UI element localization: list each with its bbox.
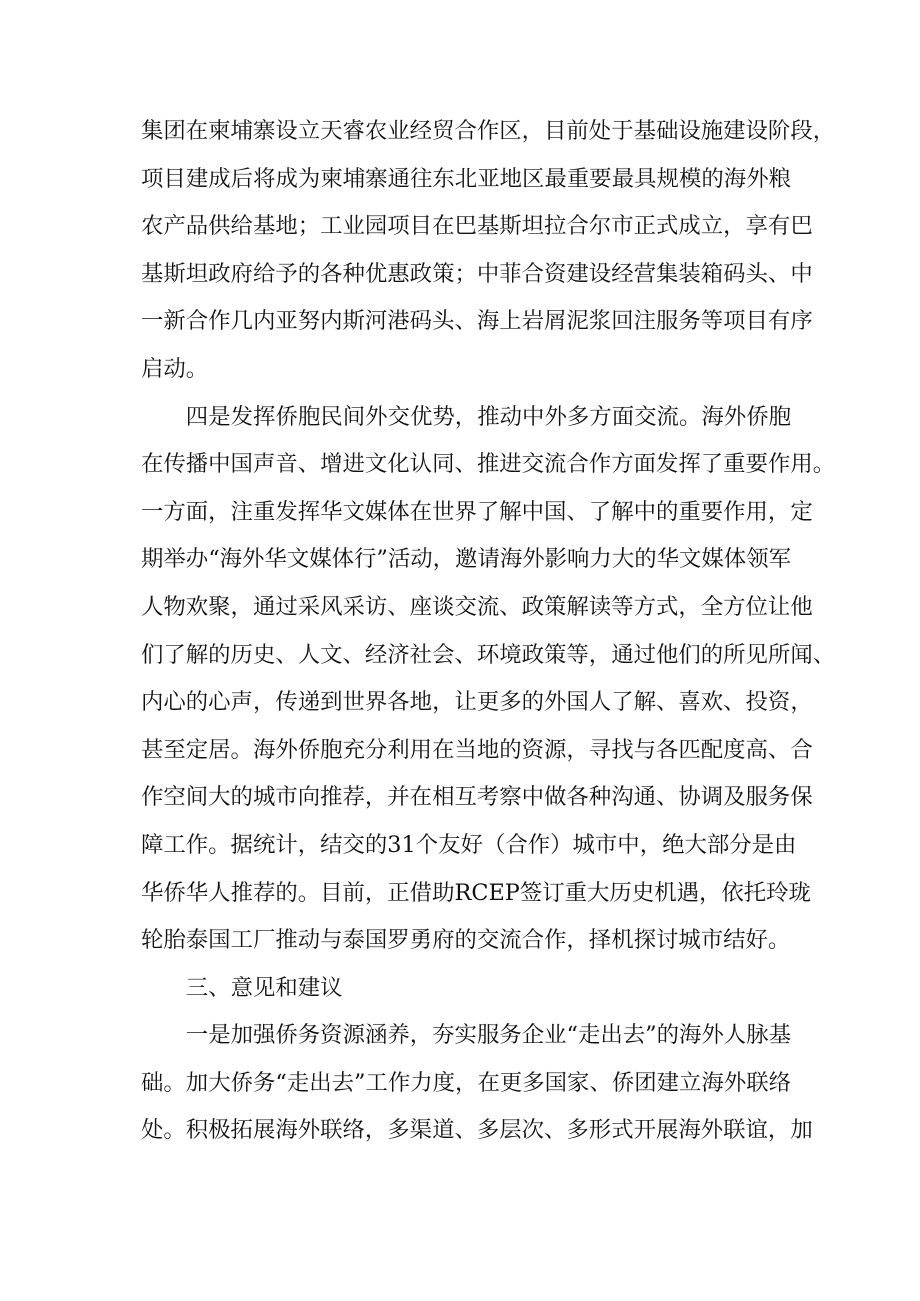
paragraph-3 xyxy=(141,1012,813,1155)
text-line: 四是发挥侨胞民间外交优势，推动中外多方面交流。海外侨胞 xyxy=(185,403,791,430)
text-line: 内心的心声，传递到世界各地，让更多的外国人了解、喜欢、投资， xyxy=(141,689,813,716)
paragraph-2 xyxy=(141,394,836,965)
text-line: 项目建成后将成为柬埔寨通往东北亚地区最重要最具规模的海外粮 xyxy=(141,165,791,192)
text-line: 障工作。据统计，结交的31个友好（合作）城市中，绝大部分是由 xyxy=(141,831,797,858)
section-heading-text: 三、意见和建议 xyxy=(185,974,343,1001)
text-line: 集团在柬埔寨设立天睿农业经贸合作区，目前处于基础设施建设阶段， xyxy=(141,118,836,144)
text-line: 期举办“海外华文媒体行”活动，邀请海外影响力大的华文媒体领军 xyxy=(141,546,791,573)
section-heading xyxy=(141,965,791,1013)
text-line: 华侨华人推荐的。目前，正借助RCEP签订重大历史机遇，依托玲珑 xyxy=(141,879,811,906)
text-line: 农产品供给基地；工业园项目在巴基斯坦拉合尔市正式成立，享有巴 xyxy=(141,213,813,240)
text-line: 人物欢聚，通过采风采访、座谈交流、政策解读等方式，全方位让他 xyxy=(141,593,813,620)
text-line: 轮胎泰国工厂推动与泰国罗勇府的交流合作，择机探讨城市结好。 xyxy=(141,927,791,954)
text-line: 一是加强侨务资源涵养，夯实服务企业“走出去”的海外人脉基 xyxy=(185,1022,791,1049)
text-line: 作空间大的城市向推荐，并在相互考察中做各种沟通、协调及服务保 xyxy=(141,784,813,811)
text-line: 在传播中国声音、增进文化认同、推进交流合作方面发挥了重要作用。 xyxy=(141,451,836,478)
text-line: 启动。 xyxy=(141,355,209,382)
text-line: 基斯坦政府给予的各种优惠政策；中菲合资建设经营集装箱码头、中 xyxy=(141,260,813,287)
text-line: 础。加大侨务“走出去”工作力度，在更多国家、侨团建立海外联络 xyxy=(141,1069,791,1096)
text-line: 们了解的历史、人文、经济社会、环境政策等，通过他们的所见所闻、 xyxy=(141,641,836,668)
text-line: 处。积极拓展海外联络，多渠道、多层次、多形式开展海外联谊，加 xyxy=(141,1117,813,1144)
text-line: 一新合作几内亚努内斯河港码头、海上岩屑泥浆回注服务等项目有序 xyxy=(141,308,813,335)
document-body xyxy=(141,108,836,1155)
paragraph-1 xyxy=(141,108,836,394)
text-line: 一方面，注重发挥华文媒体在世界了解中国、了解中的重要作用，定 xyxy=(141,498,813,525)
text-line: 甚至定居。海外侨胞充分利用在当地的资源，寻找与各匹配度高、合 xyxy=(141,736,813,763)
